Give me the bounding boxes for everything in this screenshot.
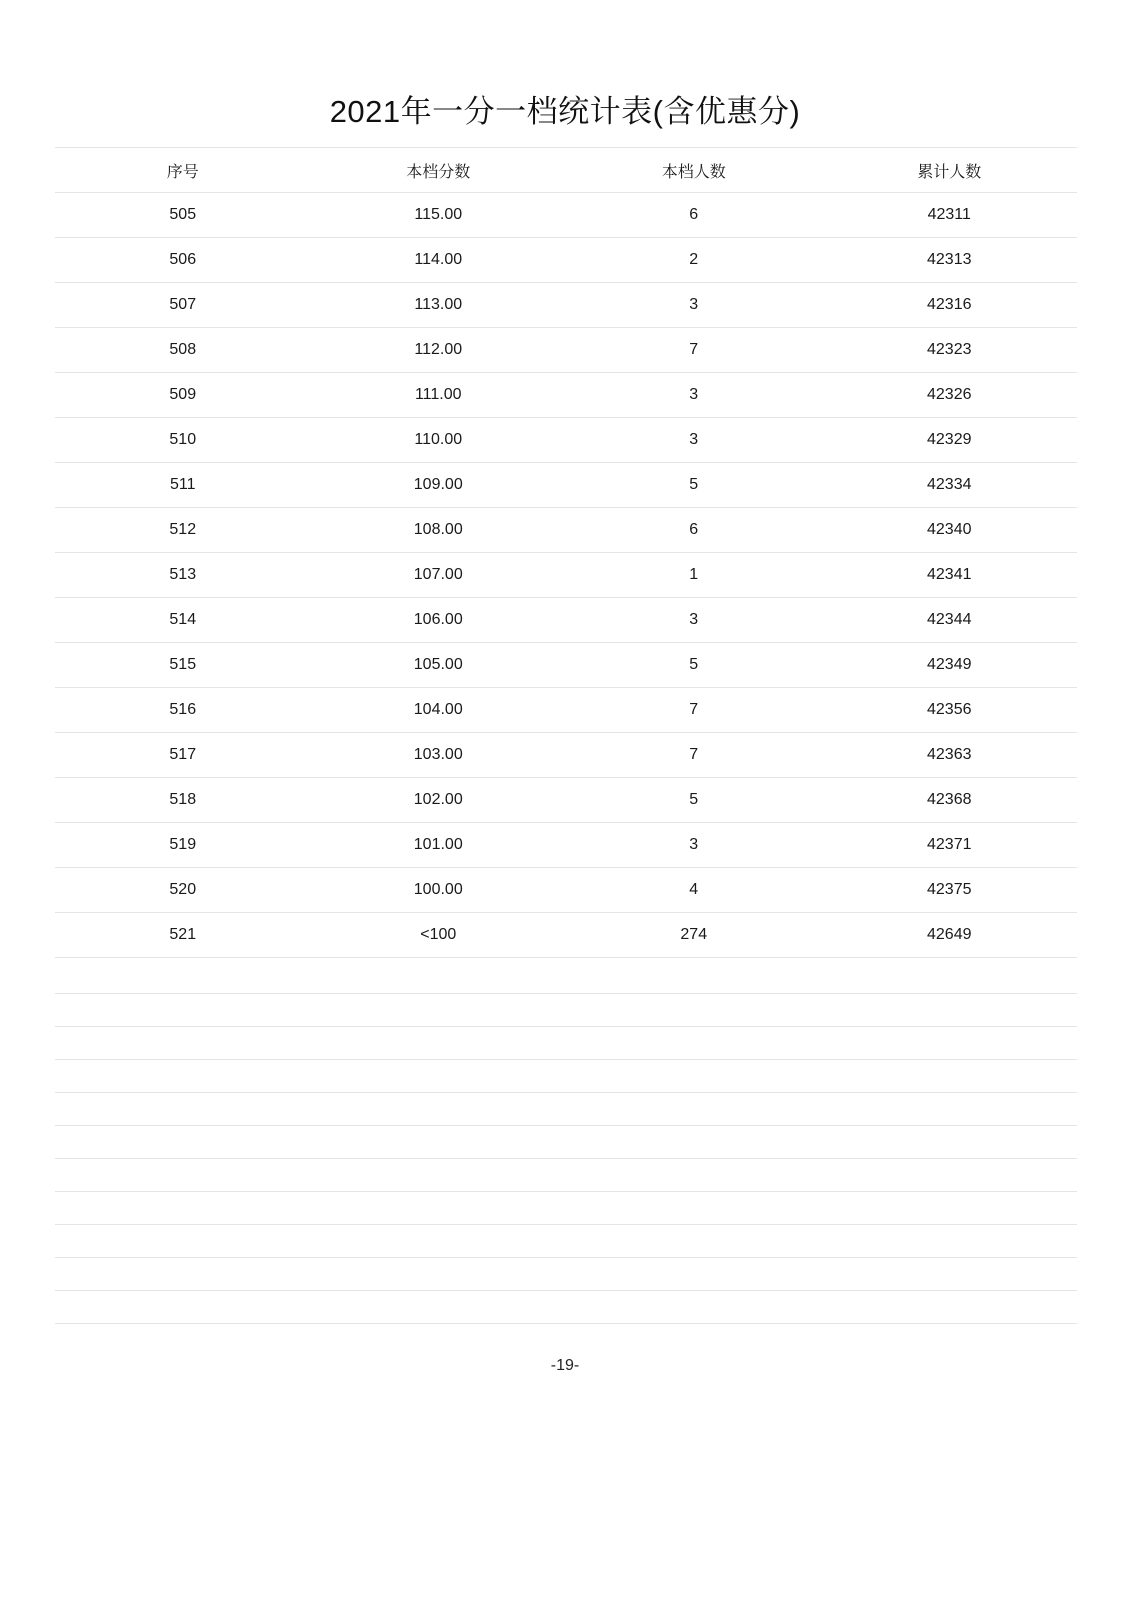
cell-serial-number: 512 <box>55 508 311 553</box>
cell-score: 112.00 <box>311 328 567 373</box>
table-row <box>55 553 1077 598</box>
cell-count: 4 <box>566 868 822 913</box>
cell-serial-number: 521 <box>55 913 311 958</box>
cell-score: <100 <box>311 913 567 958</box>
cell-cumulative-count: 42341 <box>822 553 1078 598</box>
cell-cumulative-count: 42356 <box>822 688 1078 733</box>
cell-score: 109.00 <box>311 463 567 508</box>
page-title: 2021年一分一档统计表(含优惠分) <box>329 94 801 129</box>
cell-serial-number: 506 <box>55 238 311 283</box>
cell-serial-number: 514 <box>55 598 311 643</box>
cell-serial-number: 510 <box>55 418 311 463</box>
blank-line <box>55 994 1077 1027</box>
table-row <box>55 508 1077 553</box>
cell-score: 115.00 <box>311 193 567 238</box>
cell-count: 2 <box>566 238 822 283</box>
table-row <box>55 328 1077 373</box>
cell-cumulative-count: 42313 <box>822 238 1078 283</box>
cell-count: 1 <box>566 553 822 598</box>
cell-serial-number: 507 <box>55 283 311 328</box>
cell-score: 108.00 <box>311 508 567 553</box>
table-row <box>55 643 1077 688</box>
cell-serial-number: 508 <box>55 328 311 373</box>
cell-count: 5 <box>566 463 822 508</box>
table-row <box>55 373 1077 418</box>
cell-cumulative-count: 42329 <box>822 418 1078 463</box>
blank-ruled-lines <box>55 961 1077 1324</box>
cell-score: 106.00 <box>311 598 567 643</box>
cell-score: 114.00 <box>311 238 567 283</box>
cell-count: 274 <box>566 913 822 958</box>
cell-score: 102.00 <box>311 778 567 823</box>
table-header <box>55 148 1077 193</box>
table-row <box>55 598 1077 643</box>
page-number: -19- <box>550 1357 580 1374</box>
table-row <box>55 418 1077 463</box>
cell-score: 105.00 <box>311 643 567 688</box>
cell-score: 111.00 <box>311 373 567 418</box>
cell-count: 7 <box>566 733 822 778</box>
table-row <box>55 868 1077 913</box>
blank-line <box>55 1126 1077 1159</box>
cell-cumulative-count: 42326 <box>822 373 1078 418</box>
table-row <box>55 688 1077 733</box>
cell-cumulative-count: 42349 <box>822 643 1078 688</box>
table-row <box>55 733 1077 778</box>
table-row <box>55 238 1077 283</box>
table-row <box>55 778 1077 823</box>
cell-score: 107.00 <box>311 553 567 598</box>
cell-cumulative-count: 42311 <box>822 193 1078 238</box>
blank-line <box>55 961 1077 994</box>
table-row <box>55 283 1077 328</box>
cell-serial-number: 518 <box>55 778 311 823</box>
cell-count: 3 <box>566 373 822 418</box>
cell-cumulative-count: 42323 <box>822 328 1078 373</box>
score-distribution-table <box>55 147 1077 958</box>
cell-cumulative-count: 42649 <box>822 913 1078 958</box>
header-score: 本档分数 <box>311 148 567 193</box>
cell-serial-number: 520 <box>55 868 311 913</box>
cell-score: 113.00 <box>311 283 567 328</box>
header-cumulative-count: 累计人数 <box>822 148 1078 193</box>
cell-count: 5 <box>566 643 822 688</box>
blank-line <box>55 1225 1077 1258</box>
cell-score: 100.00 <box>311 868 567 913</box>
cell-cumulative-count: 42371 <box>822 823 1078 868</box>
blank-line <box>55 1027 1077 1060</box>
blank-line <box>55 1192 1077 1225</box>
header-count: 本档人数 <box>566 148 822 193</box>
cell-cumulative-count: 42334 <box>822 463 1078 508</box>
cell-serial-number: 511 <box>55 463 311 508</box>
table-header-row <box>55 148 1077 193</box>
cell-score: 110.00 <box>311 418 567 463</box>
cell-count: 6 <box>566 508 822 553</box>
blank-line <box>55 1159 1077 1192</box>
cell-serial-number: 519 <box>55 823 311 868</box>
blank-line <box>55 1291 1077 1324</box>
cell-serial-number: 509 <box>55 373 311 418</box>
cell-count: 3 <box>566 598 822 643</box>
blank-line <box>55 1060 1077 1093</box>
cell-score: 103.00 <box>311 733 567 778</box>
header-serial-number: 序号 <box>55 148 311 193</box>
cell-score: 101.00 <box>311 823 567 868</box>
cell-count: 7 <box>566 688 822 733</box>
blank-line <box>55 1258 1077 1291</box>
cell-cumulative-count: 42344 <box>822 598 1078 643</box>
table-row <box>55 913 1077 958</box>
table-body <box>55 193 1077 958</box>
cell-serial-number: 516 <box>55 688 311 733</box>
cell-serial-number: 505 <box>55 193 311 238</box>
cell-serial-number: 517 <box>55 733 311 778</box>
blank-line <box>55 1093 1077 1126</box>
cell-cumulative-count: 42316 <box>822 283 1078 328</box>
cell-cumulative-count: 42340 <box>822 508 1078 553</box>
cell-count: 7 <box>566 328 822 373</box>
cell-cumulative-count: 42375 <box>822 868 1078 913</box>
cell-count: 3 <box>566 418 822 463</box>
table-row <box>55 193 1077 238</box>
cell-cumulative-count: 42363 <box>822 733 1078 778</box>
table-row <box>55 823 1077 868</box>
cell-serial-number: 515 <box>55 643 311 688</box>
cell-count: 3 <box>566 283 822 328</box>
cell-count: 6 <box>566 193 822 238</box>
cell-serial-number: 513 <box>55 553 311 598</box>
cell-cumulative-count: 42368 <box>822 778 1078 823</box>
cell-count: 3 <box>566 823 822 868</box>
cell-score: 104.00 <box>311 688 567 733</box>
table-row <box>55 463 1077 508</box>
cell-count: 5 <box>566 778 822 823</box>
